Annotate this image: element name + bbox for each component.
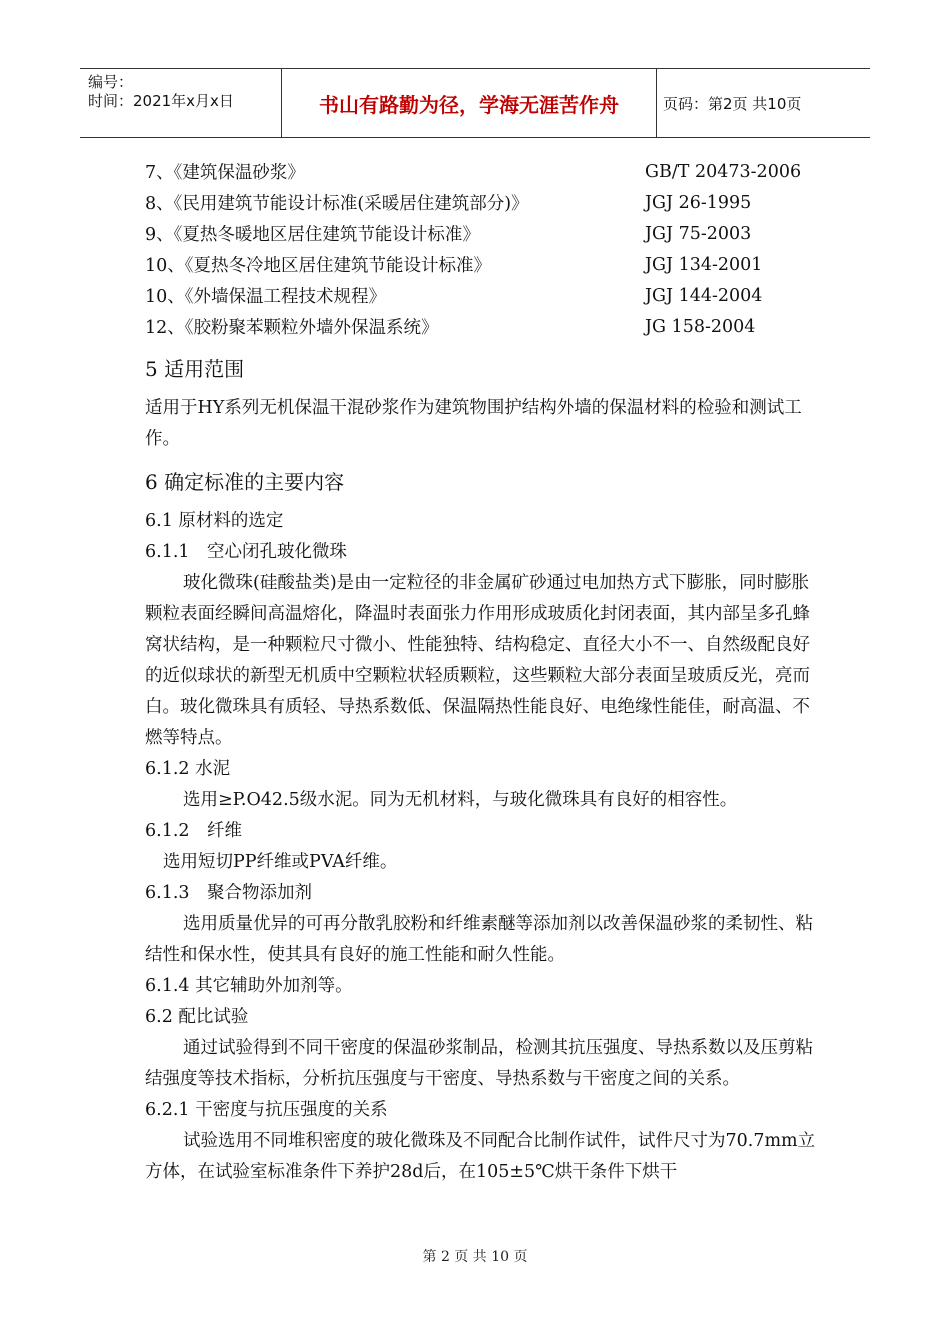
subsection-heading: 6.1.4 其它辅助外加剂等。 [145,976,353,996]
reference-title: 12、《胶粉聚苯颗粒外墙外保温系统》 [145,318,439,338]
reference-item [145,311,825,342]
header-motto: 书山有路勤为径，学海无涯苦作舟 [282,69,657,137]
reference-code: JGJ 26-1995 [645,192,752,213]
subsection-heading: 6.1.2 水泥 [145,759,231,779]
reference-code: GB/T 20473-2006 [645,161,802,182]
document-body [145,156,825,1188]
reference-item [145,249,825,280]
reference-code: JGJ 134-2001 [645,254,763,275]
subsection-heading: 6.1.1 空心闭孔玻化微珠 [145,542,348,562]
subsection-heading: 6.2 配比试验 [145,1007,249,1027]
section-heading: 6 确定标准的主要内容 [145,470,345,494]
subsection-heading: 6.1.3 聚合物添加剂 [145,883,313,903]
reference-code: JGJ 144-2004 [645,285,763,306]
paragraph: 选用质量优异的可再分散乳胶粉和纤维素醚等添加剂以改善保温砂浆的柔韧性、粘结性和保水性，使其具有良好的施工性能和耐久性能。 [145,914,813,965]
reference-item [145,218,825,249]
subsection-heading: 6.1 原材料的选定 [145,511,284,531]
paragraph: 试验选用不同堆积密度的玻化微珠及不同配合比制作试件，试件尺寸为70.7mm立方体，在试验室标准条件下养护28d后，在105±5℃烘干条件下烘干 [145,1131,816,1182]
paragraph: 玻化微珠(硅酸盐类)是由一定粒径的非金属矿砂通过电加热方式下膨胀，同时膨胀颗粒表面经瞬间高温熔化，降温时表面张力作用形成玻质化封闭表面，其内部呈多孔蜂窝状结构，是一种颗粒尺寸微小、性能独特、结构稳定、直径大小不一、自然级配良好的近似球状的新型无机质中空颗粒状轻质颗粒，这些颗粒大部分表面呈玻质反光，亮而白。玻化微珠具有质轻、导热系数低、保温隔热性能良好、电绝缘性能佳，耐高温、不燃等特点。 [145,573,810,748]
page-footer: 第 2 页 共 10 页 [422,1249,528,1265]
paragraph: 选用≥P.O42.5级水泥。同为无机材料，与玻化微珠具有良好的相容性。 [183,790,738,810]
reference-code: JGJ 75-2003 [645,223,752,244]
reference-title: 10、《夏热冬冷地区居住建筑节能设计标准》 [145,256,492,276]
subsection-heading: 6.1.2 纤维 [145,821,243,841]
paragraph: 通过试验得到不同干密度的保温砂浆制品，检测其抗压强度、导热系数以及压剪粘结强度等技术指标，分析抗压强度与干密度、导热系数与干密度之间的关系。 [145,1038,813,1089]
number-label: 编号： [88,73,134,91]
reference-title: 10、《外墙保温工程技术规程》 [145,287,387,307]
subsection-heading: 6.2.1 干密度与抗压强度的关系 [145,1100,388,1120]
paragraph: 适用于HY系列无机保温干混砂浆作为建筑物围护结构外墙的保温材料的检验和测试工作。 [145,398,802,449]
paragraph: 选用短切PP纤维或PVA纤维。 [163,852,398,872]
reference-title: 8、《民用建筑节能设计标准(采暖居住建筑部分)》 [145,194,529,214]
header-left-cell [80,69,282,137]
reference-item [145,187,825,218]
section-heading: 5 适用范围 [145,357,245,381]
page-header [80,68,870,138]
reference-code: JG 158-2004 [645,316,756,337]
reference-title: 9、《夏热冬暖地区居住建筑节能设计标准》 [145,225,480,245]
reference-list [145,156,825,342]
header-page-info: 页码：第2页 共10页 [663,94,802,113]
reference-title: 7、《建筑保温砂浆》 [145,163,305,183]
reference-item [145,156,825,187]
reference-item [145,280,825,311]
date-label: 时间：2021年x月x日 [88,92,234,110]
